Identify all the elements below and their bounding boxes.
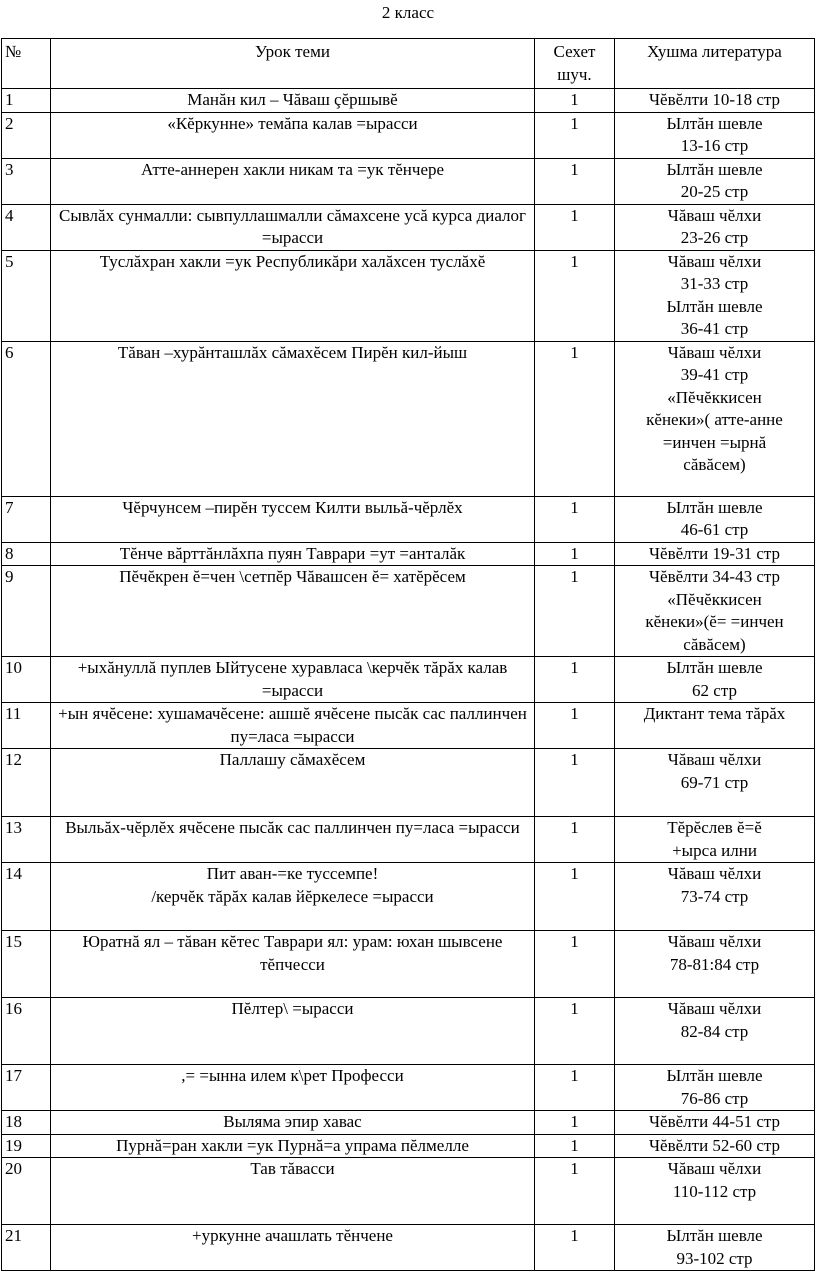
lesson-topic: Чĕрчунсем –пирĕн туссем Килти выльă-чĕрлĕх xyxy=(51,496,535,542)
table-row xyxy=(2,749,815,817)
lesson-hours: 1 xyxy=(535,657,615,703)
literature-line: Чăваш чĕлхи xyxy=(667,864,762,883)
literature-line: 82-84 стр xyxy=(680,1021,749,1041)
literature-line: кĕнеки»(ĕ= =инчен xyxy=(645,612,784,631)
lesson-number: 20 xyxy=(2,1158,51,1225)
literature-line: «Пĕчĕккисен xyxy=(667,387,762,407)
lesson-number: 21 xyxy=(2,1225,51,1271)
lesson-number: 14 xyxy=(2,863,51,931)
lesson-hours: 1 xyxy=(535,204,615,250)
lesson-hours: 1 xyxy=(535,1225,615,1271)
table-row xyxy=(2,1111,815,1135)
header-number: № xyxy=(2,39,51,89)
lesson-hours: 1 xyxy=(535,703,615,749)
table-row xyxy=(2,89,815,113)
lesson-literature xyxy=(615,496,815,542)
literature-line: Чăваш чĕлхи xyxy=(667,999,762,1018)
header-hours: Сехет шуч. xyxy=(535,39,615,89)
table-row xyxy=(2,998,815,1065)
lesson-literature xyxy=(615,89,815,113)
lesson-number: 1 xyxy=(2,89,51,113)
lesson-hours: 1 xyxy=(535,1134,615,1158)
literature-line: Чăваш чĕлхи xyxy=(667,342,762,362)
lesson-literature xyxy=(615,749,815,817)
literature-line: Тĕрĕслев ĕ=ĕ xyxy=(667,818,762,837)
literature-line: 31-33 стр xyxy=(680,274,749,293)
table-row xyxy=(2,341,815,496)
lesson-topic: +ын ячĕсене: хушамачĕсене: ашшĕ ячĕсене пысăк сас паллинчен пу=ласа =ырасси xyxy=(51,703,535,749)
lesson-topic: Манăн кил – Чăваш çĕршывĕ xyxy=(51,89,535,113)
lesson-number: 7 xyxy=(2,496,51,542)
table-row xyxy=(2,863,815,931)
literature-line: 62 стр xyxy=(692,680,737,700)
lesson-hours: 1 xyxy=(535,250,615,341)
lesson-hours: 1 xyxy=(535,341,615,496)
lesson-number: 10 xyxy=(2,657,51,703)
lesson-number: 16 xyxy=(2,998,51,1065)
literature-line: 46-61 стр xyxy=(680,520,749,539)
lesson-literature xyxy=(615,204,815,250)
table-row xyxy=(2,817,815,863)
literature-line: Чăваш чĕлхи xyxy=(667,750,762,769)
lesson-number: 6 xyxy=(2,341,51,496)
lesson-number: 4 xyxy=(2,204,51,250)
lesson-number: 17 xyxy=(2,1065,51,1111)
lesson-literature xyxy=(615,250,815,341)
lesson-topic: ,= =ынна илем к\рет Професси xyxy=(51,1065,535,1111)
literature-line: Ылтăн шевле xyxy=(666,296,763,316)
lesson-number: 2 xyxy=(2,112,51,158)
table-row xyxy=(2,496,815,542)
literature-line: =инчен =ырнă xyxy=(662,432,767,452)
lesson-topic: «Кĕркунне» темăпа калав =ырасси xyxy=(51,112,535,158)
lesson-hours: 1 xyxy=(535,542,615,566)
lesson-literature xyxy=(615,863,815,931)
lesson-topic: Паллашу сăмахĕсем xyxy=(51,749,535,817)
lesson-topic: Пĕлтер\ =ырасси xyxy=(51,998,535,1065)
literature-line: 110-112 стр xyxy=(672,1181,757,1201)
lesson-number: 8 xyxy=(2,542,51,566)
lesson-hours: 1 xyxy=(535,817,615,863)
lesson-literature xyxy=(615,998,815,1065)
table-row xyxy=(2,1158,815,1225)
literature-line: 20-25 стр xyxy=(680,182,749,201)
lesson-hours: 1 xyxy=(535,1111,615,1135)
lesson-literature xyxy=(615,1134,815,1158)
table-row xyxy=(2,542,815,566)
literature-line: Чĕвĕлти 19-31 стр xyxy=(648,543,781,563)
literature-line: Чĕвĕлти 52-60 стр xyxy=(648,1135,781,1155)
lesson-hours: 1 xyxy=(535,496,615,542)
literature-line: Диктант тема тăрăх xyxy=(643,704,786,723)
lesson-literature xyxy=(615,158,815,204)
lesson-number: 15 xyxy=(2,931,51,998)
literature-line: Ылтăн шевле xyxy=(666,113,763,133)
lesson-topic: Атте-аннерен хакли никам та =ук тĕнчере xyxy=(51,158,535,204)
lesson-hours: 1 xyxy=(535,1065,615,1111)
table-header-row xyxy=(2,39,815,89)
literature-line: Ылтăн шевле xyxy=(666,658,763,677)
literature-line: сăвăсем) xyxy=(683,455,746,474)
lesson-literature xyxy=(615,1065,815,1111)
lesson-topic: Пĕчĕкрен ĕ=чен \сетпĕр Чăвашсен ĕ= хатĕрĕсем xyxy=(51,566,535,657)
lesson-topic: Пурнă=ран хакли =ук Пурнă=а упрама пĕлмелле xyxy=(51,1134,535,1158)
literature-line: Ылтăн шевле xyxy=(666,497,763,517)
table-row xyxy=(2,158,815,204)
lesson-topic: +уркунне ачашлать тĕнчене xyxy=(51,1225,535,1271)
literature-line: 23-26 стр xyxy=(680,228,749,247)
lesson-hours: 1 xyxy=(535,749,615,817)
lesson-literature xyxy=(615,542,815,566)
lesson-topic: Тĕнче вăрттăнлăхпа пуян Таврари =ут =анталăк xyxy=(51,542,535,566)
lesson-number: 12 xyxy=(2,749,51,817)
header-literature: Хушма литература xyxy=(615,39,815,89)
lesson-literature xyxy=(615,566,815,657)
lesson-topic: Выляма эпир хавас xyxy=(51,1111,535,1135)
lesson-plan-table xyxy=(1,38,815,1271)
literature-line: сăвăсем) xyxy=(683,634,746,654)
literature-line: 36-41 стр xyxy=(680,319,749,338)
lesson-literature xyxy=(615,1158,815,1225)
lesson-literature xyxy=(615,1111,815,1135)
lesson-topic: Юратнă ял – тăван кĕтес Таврари ял: урам: юхан шывсене тĕпчесси xyxy=(51,931,535,998)
literature-line: Чĕвĕлти 34-43 стр xyxy=(648,567,781,586)
lesson-topic: Туслăхран хакли =ук Республикăри халăхсен туслăхĕ xyxy=(51,250,535,341)
table-row xyxy=(2,1134,815,1158)
lesson-hours: 1 xyxy=(535,566,615,657)
lesson-number: 11 xyxy=(2,703,51,749)
literature-line: Ылтăн шевле xyxy=(666,1066,763,1085)
literature-line: +ырса илни xyxy=(672,840,757,860)
literature-line: Чĕвĕлти 44-51 стр xyxy=(648,1112,781,1131)
literature-line: 39-41 стр xyxy=(680,365,749,384)
lesson-literature xyxy=(615,112,815,158)
lesson-hours: 1 xyxy=(535,112,615,158)
page-title: 2 класс xyxy=(381,3,435,22)
header-topic: Урок теми xyxy=(51,39,535,89)
table-row xyxy=(2,566,815,657)
table-row xyxy=(2,250,815,341)
lesson-topic: Сывлăх сунмалли: сывпуллашмалли сăмахсене усă курса диалог =ырасси xyxy=(51,204,535,250)
table-row xyxy=(2,657,815,703)
lesson-number: 19 xyxy=(2,1134,51,1158)
literature-line: 76-86 стр xyxy=(680,1088,749,1108)
lesson-literature xyxy=(615,931,815,998)
lesson-literature xyxy=(615,341,815,496)
lesson-number: 9 xyxy=(2,566,51,657)
lesson-hours: 1 xyxy=(535,158,615,204)
lesson-literature xyxy=(615,657,815,703)
table-row xyxy=(2,112,815,158)
literature-line: 73-74 стр xyxy=(680,886,749,906)
lesson-topic: Пит аван-=ке туссемпе! /керчĕк тăрăх калав йĕркелесе =ырасси xyxy=(51,863,535,931)
lesson-literature xyxy=(615,703,815,749)
table-row xyxy=(2,703,815,749)
table-row xyxy=(2,1065,815,1111)
lesson-hours: 1 xyxy=(535,89,615,113)
lesson-number: 5 xyxy=(2,250,51,341)
lesson-topic: Тав тăвасси xyxy=(51,1158,535,1225)
literature-line: «Пĕчĕккисен xyxy=(667,589,762,609)
lesson-number: 18 xyxy=(2,1111,51,1135)
literature-line: Ылтăн шевле xyxy=(666,1226,763,1245)
literature-line: Ылтăн шевле xyxy=(666,159,763,179)
literature-line: 13-16 стр xyxy=(680,136,749,155)
literature-line: Чăваш чĕлхи xyxy=(667,205,762,225)
literature-line: 69-71 стр xyxy=(680,772,749,792)
lesson-number: 3 xyxy=(2,158,51,204)
literature-line: Чĕвĕлти 10-18 стр xyxy=(648,90,781,109)
lesson-hours: 1 xyxy=(535,863,615,931)
literature-line: Чăваш чĕлхи xyxy=(667,251,762,271)
lesson-hours: 1 xyxy=(535,931,615,998)
table-row xyxy=(2,204,815,250)
literature-line: 78-81:84 стр xyxy=(669,954,760,974)
lesson-number: 13 xyxy=(2,817,51,863)
literature-line: Чăваш чĕлхи xyxy=(667,1159,762,1178)
literature-line: Чăваш чĕлхи xyxy=(667,932,762,951)
lesson-hours: 1 xyxy=(535,998,615,1065)
lesson-topic: Выльăх-чĕрлĕх ячĕсене пысăк сас паллинчен пу=ласа =ырасси xyxy=(51,817,535,863)
literature-line: кĕнеки»( атте-анне xyxy=(646,410,783,429)
table-row xyxy=(2,931,815,998)
literature-line: 93-102 стр xyxy=(676,1248,753,1268)
lesson-literature xyxy=(615,817,815,863)
lesson-topic: +ыхăнуллă пуплев Ыйтусене хуравласа \керчĕк тăрăх калав =ырасси xyxy=(51,657,535,703)
lesson-hours: 1 xyxy=(535,1158,615,1225)
lesson-topic: Тăван –хурăнташлăх сăмахĕсем Пирĕн кил-йыш xyxy=(51,341,535,496)
